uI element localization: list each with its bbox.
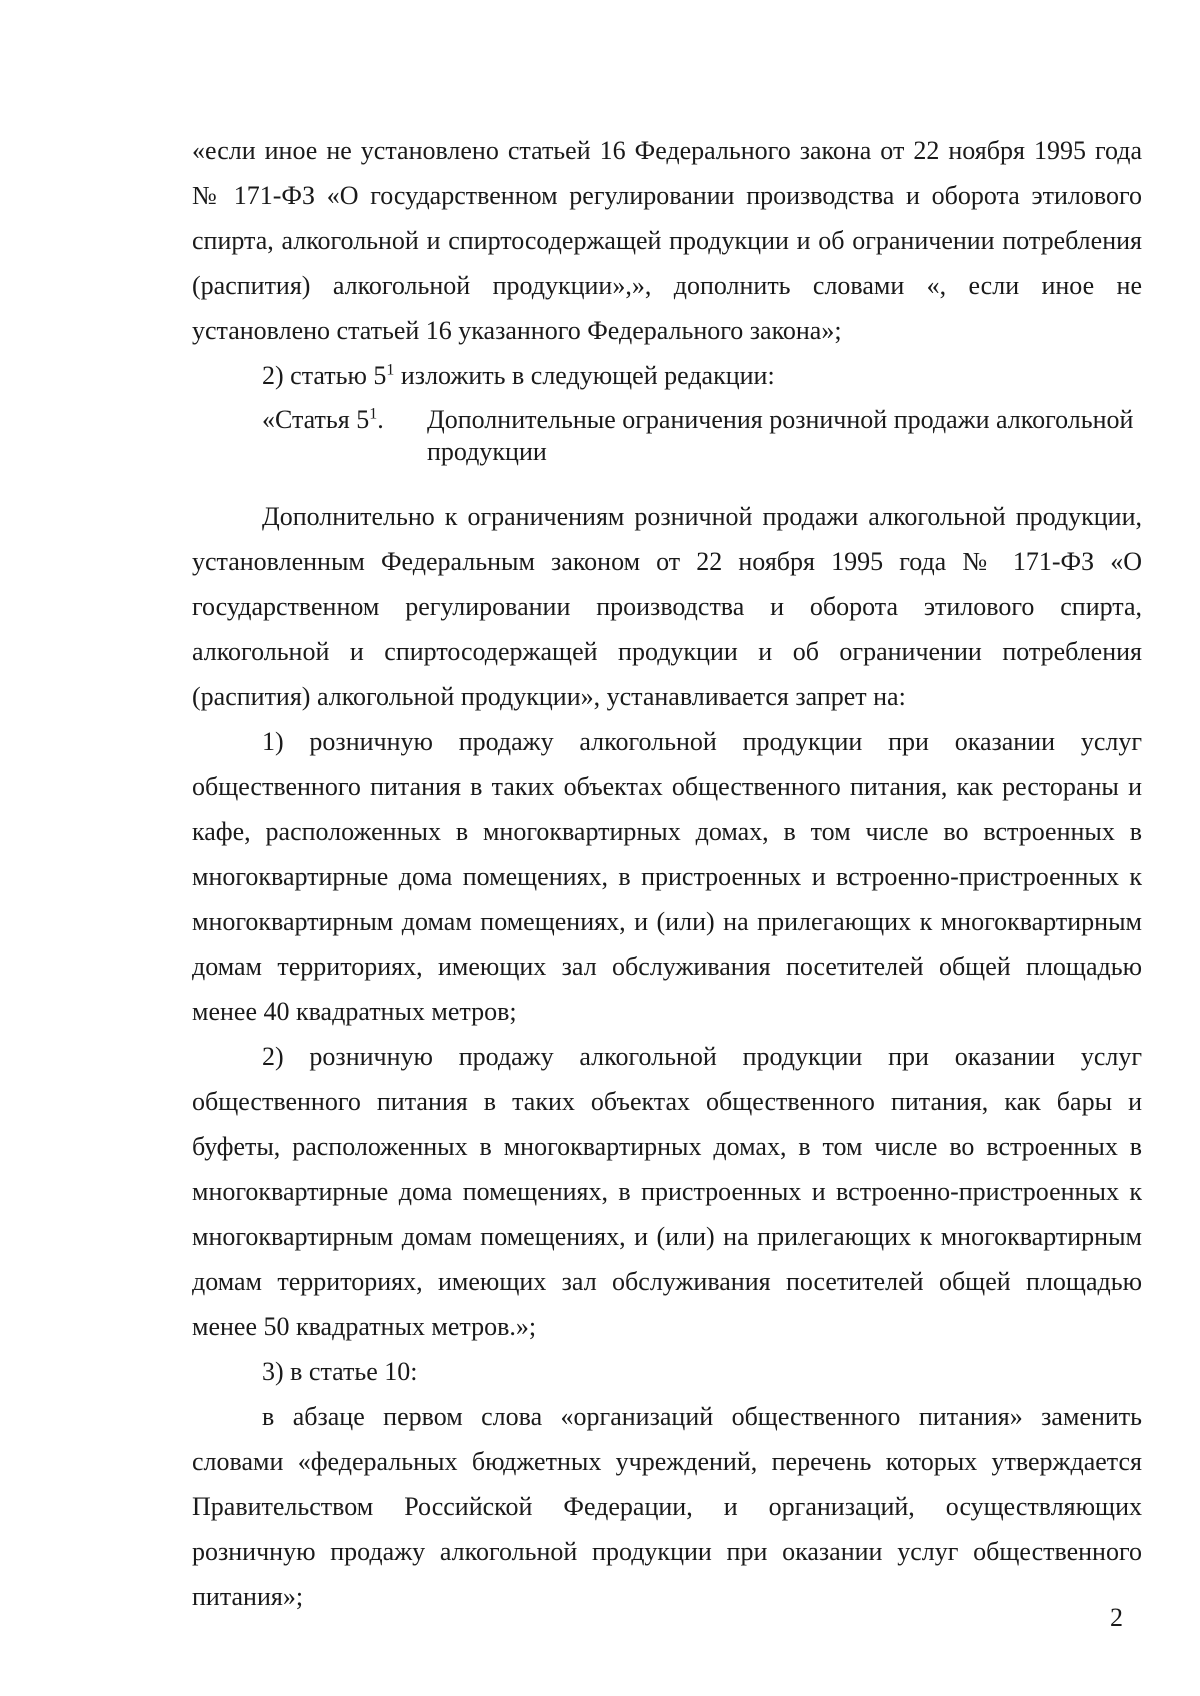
article-label-superscript: 1 bbox=[369, 405, 378, 423]
item-3-heading: 3) в статье 10: bbox=[262, 1357, 418, 1386]
article-title: Дополнительные ограничения розничной продажи алкогольной продукции bbox=[427, 405, 1134, 466]
article-label-end: . bbox=[377, 405, 384, 434]
item-3-paragraph: в абзаце первом слова «организаций общественного питания» заменить словами «федеральных бюджетных учреждений, перечень которых утверждается Правительством Российской Федерации, и организаций, осуществляющих розничную продажу алкогольной продукции при оказании услуг общественного питания»; bbox=[192, 1402, 1142, 1611]
ban-item-1: 1) розничную продажу алкогольной продукции при оказании услуг общественного питания в таких объектах общественного питания, как рестораны и кафе, расположенных в многоквартирных домах, в том числе во встроенных в многоквартирные дома помещениях, в пристроенных и встроенно-пристроенных к многоквартирным домам помещениях, и (или) на прилегающих к многоквартирным домам территориях, имеющих зал обслуживания посетителей общей площадью менее 40 квадратных метров; bbox=[192, 727, 1142, 1026]
item-2-paragraph bbox=[192, 353, 1142, 398]
item-2-superscript: 1 bbox=[386, 361, 395, 379]
article-label bbox=[192, 404, 427, 468]
article-label-text: «Статья 5 bbox=[262, 405, 370, 434]
article-heading bbox=[192, 404, 1142, 468]
spacer bbox=[192, 468, 1142, 494]
item-2-text-end: изложить в следующей редакции: bbox=[394, 361, 775, 390]
intro-paragraph: «если иное не установлено статьей 16 Федерального закона от 22 ноября 1995 года № 171-ФЗ «О государственном регулировании производства и оборота этилового спирта, алкогольной и спиртосодержащей продукции и об ограничении потребления (распития) алкогольной продукции»,», дополнить словами «, если иное не установлено статьей 16 указанного Федерального закона»; bbox=[192, 136, 1142, 345]
page-number: 2 bbox=[1110, 1603, 1123, 1632]
main-paragraph: Дополнительно к ограничениям розничной продажи алкогольной продукции, установленным Федеральным законом от 22 ноября 1995 года № 171-ФЗ «О государственном регулировании производства и оборота этилового спирта, алкогольной и спиртосодержащей продукции и об ограничении потребления (распития) алкогольной продукции», устанавливается запрет на: bbox=[192, 502, 1142, 711]
item-2-text: 2) статью 5 bbox=[262, 361, 387, 390]
ban-item-2: 2) розничную продажу алкогольной продукции при оказании услуг общественного питания в таких объектах общественного питания, как бары и буфеты, расположенных в многоквартирных домах, в том числе во встроенных в многоквартирные дома помещениях, в пристроенных и встроенно-пристроенных к многоквартирным домам помещениях, и (или) на прилегающих к многоквартирным домам территориях, имеющих зал обслуживания посетителей общей площадью менее 50 квадратных метров.»; bbox=[192, 1042, 1142, 1341]
document-body bbox=[192, 128, 1142, 1619]
